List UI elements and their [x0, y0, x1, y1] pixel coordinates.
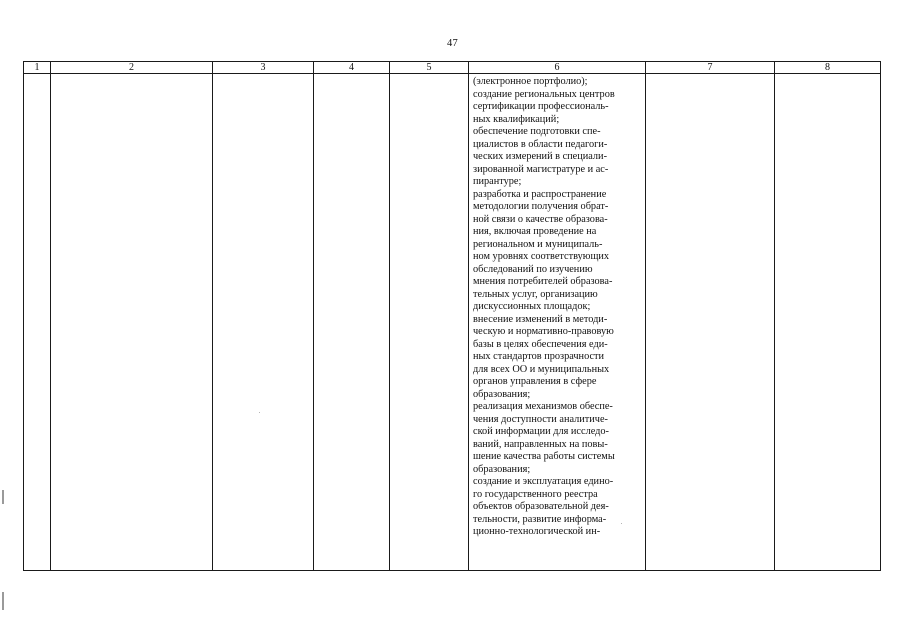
column-header-7: 7 [646, 62, 775, 74]
cell-text-line: зированной магистратуре и ас- [473, 163, 609, 175]
cell-text-line: ческую и нормативно-правовую [473, 326, 614, 337]
cell-text-line: обеспечение подготовки спе- [473, 126, 601, 137]
measures-table [23, 61, 881, 571]
cell-text-line: разработка и распространение [473, 188, 607, 200]
column-header-2: 2 [51, 62, 213, 74]
column-header-3: 3 [213, 62, 314, 74]
cell-text-line: базы в целях обеспечения еди- [473, 338, 608, 350]
table-cell-col5 [390, 74, 469, 571]
cell-text-line: объектов образовательной дея- [473, 501, 609, 512]
cell-text-line: образования; [473, 463, 531, 475]
table-cell-col7 [646, 74, 775, 571]
cell-text-line: тельности, развитие информа- [473, 513, 607, 525]
table-cell-col4 [314, 74, 390, 571]
cell-text-line: методологии получения обрат- [473, 201, 609, 212]
cell-text-line: создание и эксплуатация едино- [473, 476, 614, 487]
table-cell-col6 [469, 74, 646, 571]
cell-text-line: органов управления в сфере [473, 376, 597, 387]
cell-text-line: тельных услуг, организацию [473, 288, 598, 300]
cell-text-line: ваний, направленных на повы- [473, 438, 608, 450]
scan-margin-mark [2, 490, 4, 504]
column-number-row [24, 62, 881, 74]
scan-margin-mark [2, 592, 4, 610]
cell-text-line: внесение изменений в методи- [473, 313, 608, 325]
cell-text-line: го государственного реестра [473, 488, 598, 500]
cell-text-line: для всех ОО и муниципальных [473, 363, 610, 375]
table-cell-col2 [51, 74, 213, 571]
scan-speck [259, 412, 260, 413]
table-row [24, 74, 881, 571]
measures-text [473, 76, 642, 539]
cell-text-line: региональном и муниципаль- [473, 238, 603, 250]
scan-speck [621, 523, 622, 524]
cell-text-line: ной связи о качестве образова- [473, 213, 608, 225]
page-number: 47 [447, 38, 458, 49]
cell-text-line: ния, включая проведение на [473, 226, 597, 237]
cell-text-line: реализация механизмов обеспе- [473, 401, 613, 412]
cell-text-line: ческих измерений в специали- [473, 151, 608, 162]
cell-text-line: ционно-технологической ин- [473, 526, 601, 537]
cell-text-line: циалистов в области педагоги- [473, 138, 608, 150]
cell-text-line: шение качества работы системы [473, 451, 615, 462]
cell-text-line: дискуссионных площадок; [473, 301, 591, 312]
cell-text-line: чения доступности аналитиче- [473, 413, 608, 425]
cell-text-line: сертификации профессиональ- [473, 101, 609, 112]
column-header-1: 1 [24, 62, 51, 74]
cell-text-line: создание региональных центров [473, 88, 615, 100]
cell-text-line: (электронное портфолио); [473, 76, 588, 87]
column-header-5: 5 [390, 62, 469, 74]
table-cell-col8 [775, 74, 881, 571]
column-header-6: 6 [469, 62, 646, 74]
cell-text-line: ных стандартов прозрачности [473, 351, 605, 362]
cell-text-line: ской информации для исследо- [473, 426, 609, 437]
cell-text-line: пирантуре; [473, 176, 522, 187]
table-cell-col3 [213, 74, 314, 571]
cell-text-line: образования; [473, 388, 531, 400]
table-cell-col1 [24, 74, 51, 571]
column-header-8: 8 [775, 62, 881, 74]
cell-text-line: ном уровнях соответствующих [473, 251, 610, 262]
cell-text-line: ных квалификаций; [473, 113, 560, 125]
cell-text-line: мнения потребителей образова- [473, 276, 613, 287]
cell-text-line: обследований по изучению [473, 263, 593, 275]
column-header-4: 4 [314, 62, 390, 74]
